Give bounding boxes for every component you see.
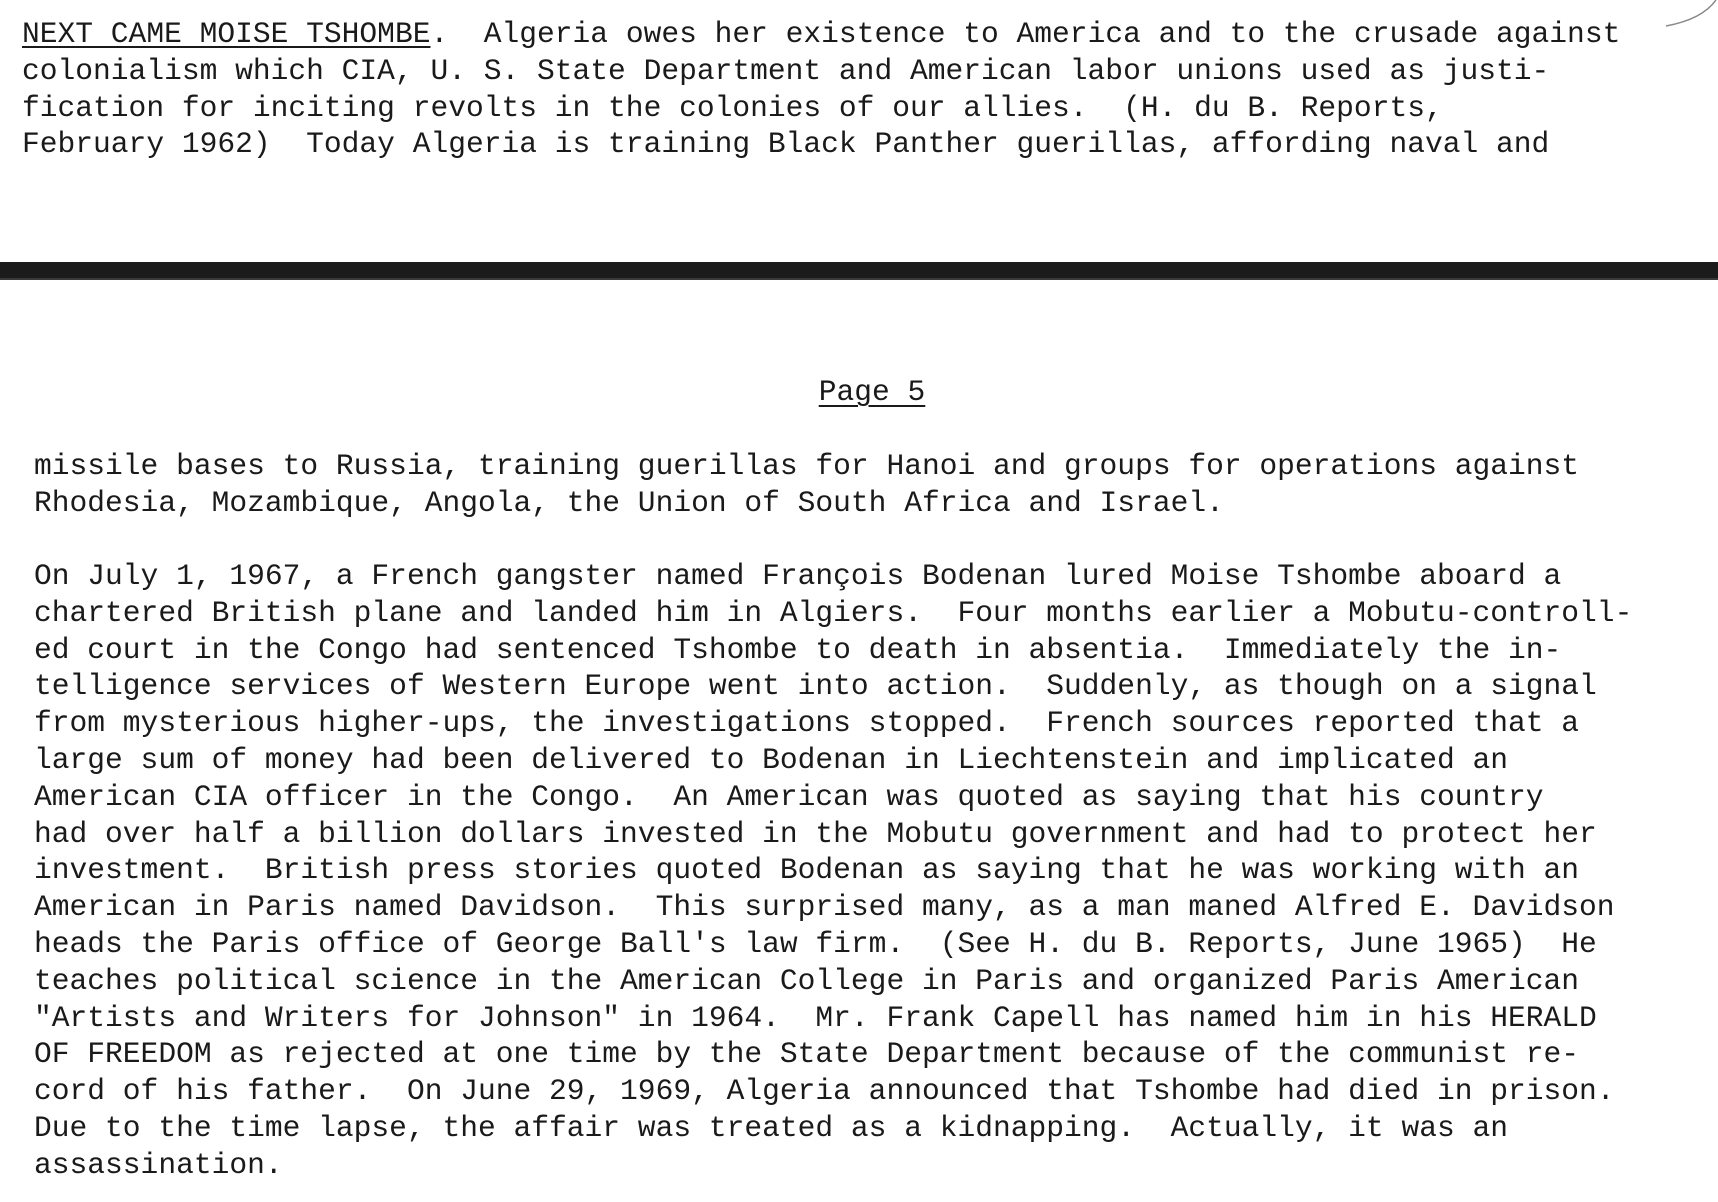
continuation-paragraph [34,448,1579,522]
paragraph-line: teaches political science in the American College in Paris and organized Paris American [34,963,1580,998]
fragment-line-2: colonialism which CIA, U. S. State Department and American labor unions used as justi- [22,53,1550,88]
paragraph-line: assassination. [34,1147,283,1182]
tshombe-paragraph [34,558,1632,1184]
page-curl-mark [1658,0,1718,28]
paragraph-line: heads the Paris office of George Ball's law firm. (See H. du B. Reports, June 1965) He [34,926,1597,961]
paragraph-line: telligence services of Western Europe went into action. Suddenly, as though on a signal [34,669,1597,704]
section-heading: NEXT CAME MOISE TSHOMBE [22,17,431,51]
paragraph-line: had over half a billion dollars invested in the Mobutu government and had to protect her [34,816,1597,851]
paragraph-line: cord of his father. On June 29, 1969, Algeria announced that Tshombe had died in prison. [34,1074,1615,1109]
page-separator [0,262,1718,278]
paragraph-line: from mysterious higher-ups, the investigations stopped. French sources reported that a [34,706,1580,741]
paragraph-line: missile bases to Russia, training guerillas for Hanoi and groups for operations against [34,449,1580,483]
paragraph-line: investment. British press stories quoted Bodenan as saying that he was working with an [34,853,1580,888]
page-number-heading [0,374,1718,410]
paragraph-line: OF FREEDOM as rejected at one time by the State Department because of the communist re- [34,1037,1580,1072]
paragraph-line: Due to the time lapse, the affair was treated as a kidnapping. Actually, it was an [34,1110,1509,1145]
paragraph-line: ed court in the Congo had sentenced Tshombe to death in absentia. Immediately the in- [34,632,1562,667]
section-heading-period: . [430,17,449,51]
page-label: Page 5 [818,375,926,409]
fragment-line-3: fication for inciting revolts in the colonies of our allies. (H. du B. Reports, [22,90,1443,125]
paragraph-line: Rhodesia, Mozambique, Angola, the Union of South Africa and Israel. [34,485,1224,520]
paragraph-line: large sum of money had been delivered to Bodenan in Liechtenstein and implicated an [34,742,1509,777]
paragraph-line: chartered British plane and landed him in Algiers. Four months earlier a Mobutu-controll- [34,595,1633,630]
paragraph-line: "Artists and Writers for Johnson" in 1964. Mr. Frank Capell has named him in his HERALD [34,1000,1597,1035]
previous-page-fragment [0,0,1718,262]
paragraph-line: American in Paris named Davidson. This surprised many, as a man maned Alfred E. Davidson [34,890,1615,925]
paragraph-line: American CIA officer in the Congo. An American was quoted as saying that his country [34,779,1544,814]
paragraph-line: On July 1, 1967, a French gangster named François Bodenan lured Moise Tshombe aboard a [34,559,1562,593]
fragment-line-4: February 1962) Today Algeria is training Black Panther guerillas, affording naval and [22,127,1550,162]
fragment-line-1: Algeria owes her existence to America and to the crusade against [448,17,1621,51]
previous-page-text [22,16,1620,163]
